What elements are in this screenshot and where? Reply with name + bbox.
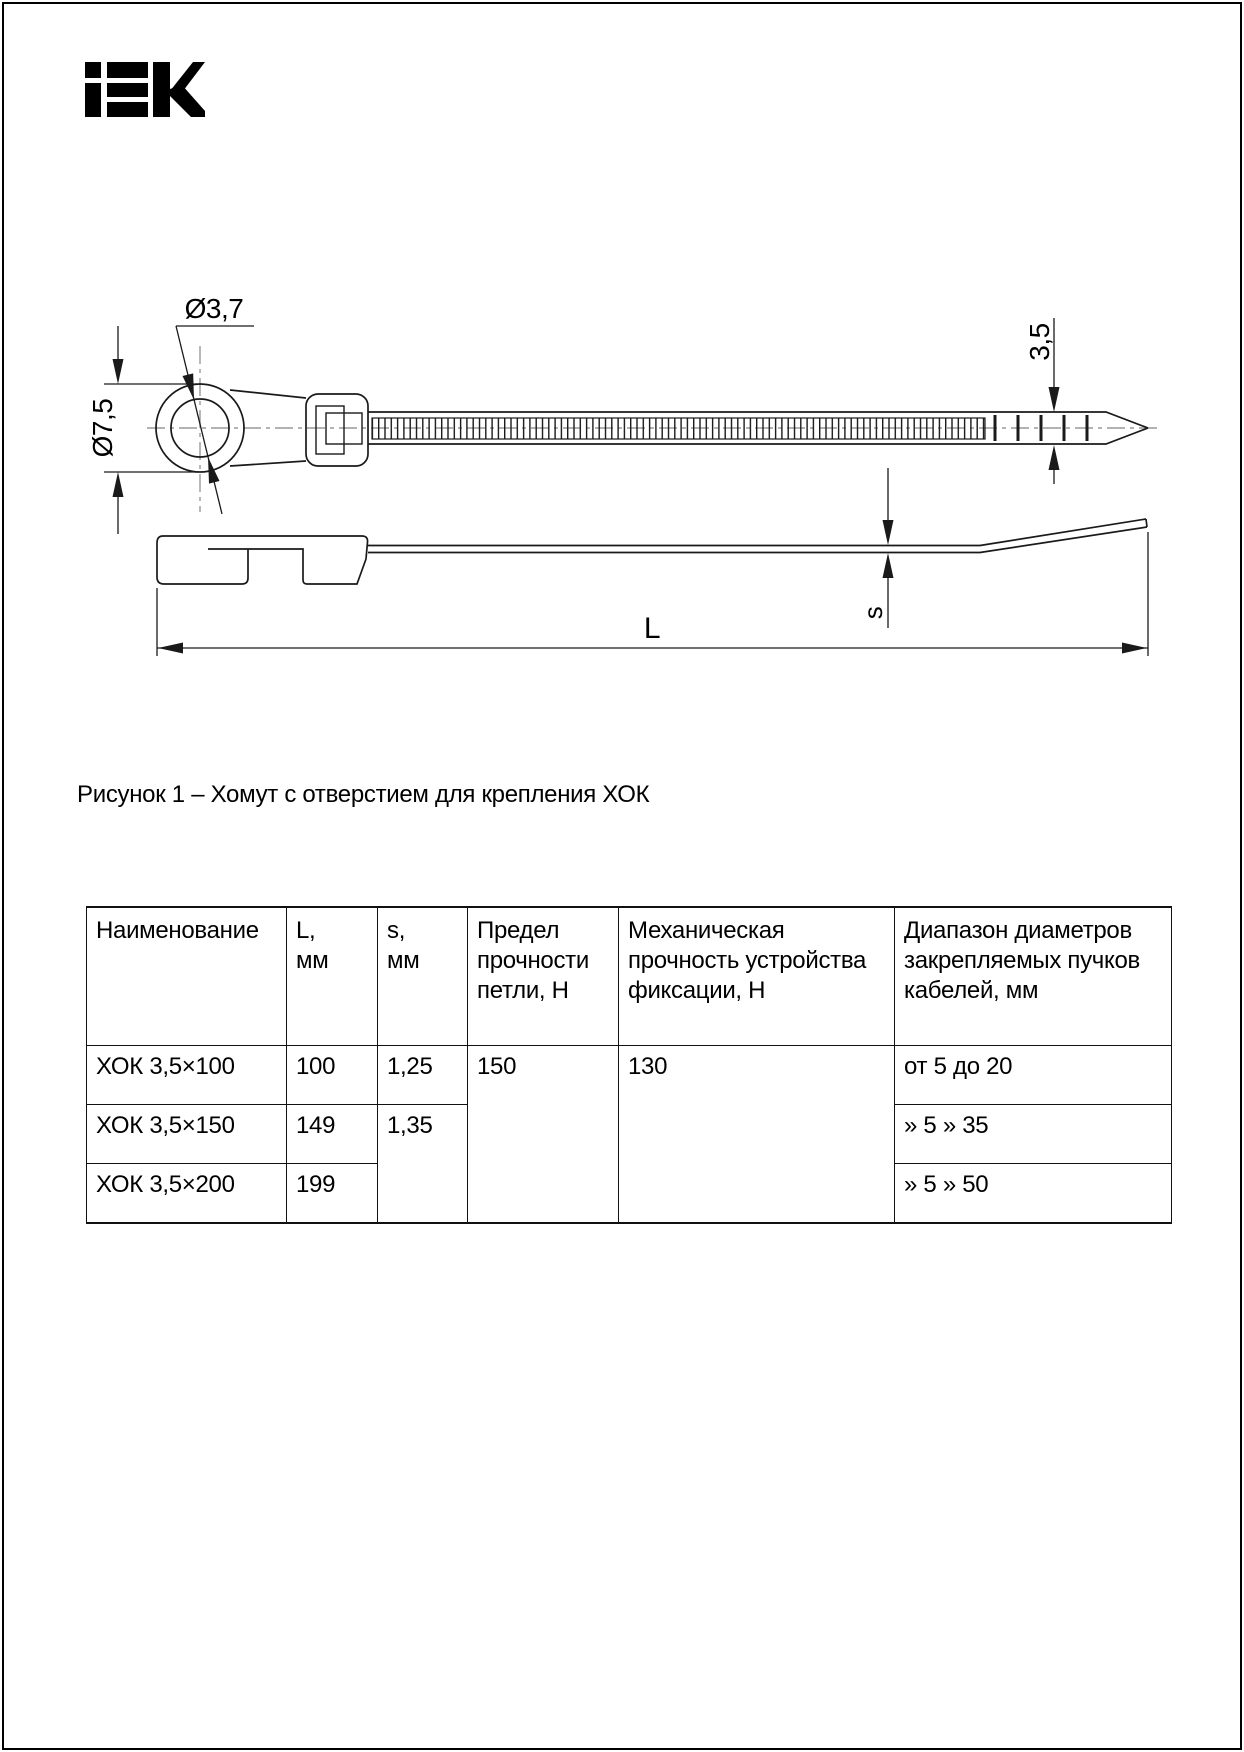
table-row <box>87 1046 1172 1105</box>
cell-length: 199 <box>287 1164 378 1224</box>
cell-name: ХОК 3,5×200 <box>87 1164 287 1224</box>
table-header-row <box>87 907 1172 1046</box>
cell-thickness: 1,35 <box>378 1105 468 1224</box>
top-view <box>156 384 1148 472</box>
cell-cable-range: от 5 до 20 <box>895 1046 1172 1105</box>
dimension-arrows <box>113 359 1148 654</box>
col-header-cable-range: Диапазон диаметров закрепляемых пучков кабелей, мм <box>895 907 1172 1046</box>
band-tick-marks <box>995 415 1087 441</box>
side-view <box>157 519 1147 584</box>
col-header-length: L, мм <box>287 907 378 1046</box>
col-header-name: Наименование <box>87 907 287 1046</box>
cell-length: 149 <box>287 1105 378 1164</box>
col-header-thickness: s, мм <box>378 907 468 1046</box>
cell-name: ХОК 3,5×150 <box>87 1105 287 1164</box>
cell-name: ХОК 3,5×100 <box>87 1046 287 1105</box>
figure-caption: Рисунок 1 – Хомут с отверстием для крепления ХОК <box>77 781 650 808</box>
cell-cable-range: » 5 » 35 <box>895 1105 1172 1164</box>
dim-label-eyelet-diameter: Ø7,5 <box>87 398 118 458</box>
dim-label-length: L <box>643 612 661 645</box>
cell-length: 100 <box>287 1046 378 1105</box>
dim-label-band-width: 3,5 <box>1024 323 1055 361</box>
cell-lock-strength: 130 <box>619 1046 895 1224</box>
col-header-lock-strength: Механическая прочность устройства фиксации, Н <box>619 907 895 1046</box>
spec-table <box>86 906 1172 1224</box>
cell-thickness: 1,25 <box>378 1046 468 1105</box>
technical-drawing <box>0 0 1244 700</box>
cell-loop-strength: 150 <box>468 1046 619 1224</box>
dim-label-hole-diameter: Ø3,7 <box>184 293 244 324</box>
dim-label-thickness: s <box>858 606 888 620</box>
col-header-loop-strength: Предел прочности петли, Н <box>468 907 619 1046</box>
dimension-lines <box>104 318 1148 656</box>
cell-cable-range: » 5 » 50 <box>895 1164 1172 1224</box>
